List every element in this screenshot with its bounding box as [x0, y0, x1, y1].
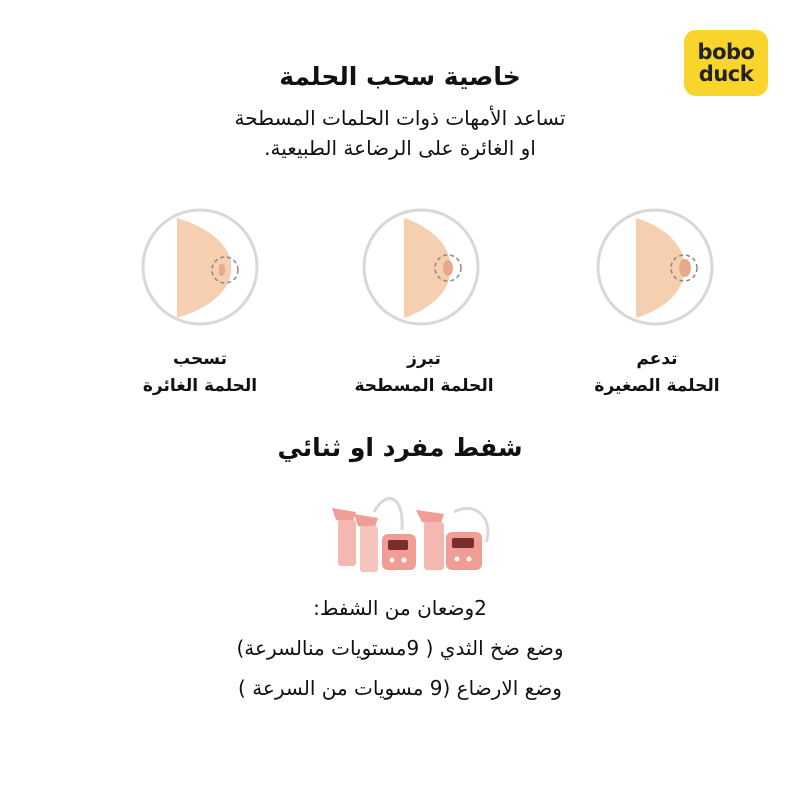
page-subtitle [0, 103, 800, 163]
modes-heading: 2وضعان من الشفط: [313, 596, 487, 620]
logo-text-bobo: bobo [697, 40, 755, 64]
caption-line-2: الحلمة الغائرة [142, 376, 258, 396]
breast-pump-image [326, 490, 496, 580]
caption-small-nipple [557, 346, 757, 400]
subtitle-line-2: او الغائرة على الرضاعة الطبيعية. [264, 136, 536, 160]
small-nipple-icon [596, 208, 714, 326]
page-title: خاصية سحب الحلمة [279, 62, 521, 91]
caption-flat-nipple [324, 346, 524, 400]
caption-line-1: تدعم [636, 349, 678, 369]
caption-line-2: الحلمة المسطحة [354, 376, 494, 396]
flat-nipple-icon [362, 208, 480, 326]
caption-inverted-nipple [100, 346, 300, 400]
inverted-nipple-icon [141, 208, 259, 326]
logo-text-duck: duck [698, 62, 754, 86]
caption-line-2: الحلمة الصغيرة [594, 376, 720, 396]
mode-nursing: وضع الارضاع (9 مسويات من السرعة ) [238, 676, 562, 700]
subtitle-line-1: تساعد الأمهات ذوات الحلمات المسطحة [234, 106, 566, 130]
pumping-title: شفط مفرد او ثنائي [277, 433, 523, 462]
mode-pumping: وضع ضخ الثدي ( 9مستويات منالسرعة) [236, 636, 564, 660]
caption-line-1: تسحب [173, 349, 227, 369]
caption-line-1: تبرز [407, 349, 441, 369]
